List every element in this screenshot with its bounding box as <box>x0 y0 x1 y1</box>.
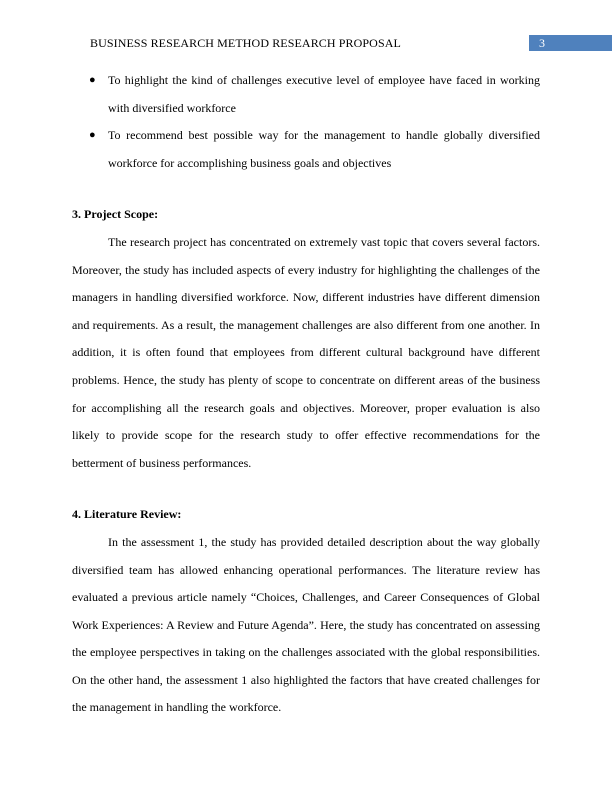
objectives-bullet-list <box>72 67 540 177</box>
list-item <box>72 122 540 177</box>
page-number-badge: 3 <box>529 35 612 51</box>
running-header-title: BUSINESS RESEARCH METHOD RESEARCH PROPOSAL <box>90 36 401 50</box>
section-spacer <box>72 177 540 201</box>
section-heading-project-scope: 3. Project Scope: <box>72 207 159 222</box>
bullet-text: To highlight the kind of challenges executive level of employee have faced in working with diversified workforce <box>108 73 540 115</box>
list-item <box>72 67 540 122</box>
section-paragraph-literature-review: In the assessment 1, the study has provided detailed description about the way globally diversified team has allowed enhancing operational performances. The literature review has evaluated a previous article namely “Choices, Challenges, and Career Consequences of Global Work Experiences: A Review and Future Agenda”. Here, the study has concentrated on assessing the employee perspectives in taking on the challenges associated with the global responsibilities. On the other hand, the assessment 1 also highlighted the factors that have created challenges for the management in handling the workforce. <box>72 534 540 715</box>
bullet-text: To recommend best possible way for the management to handle globally diversified workforce for accomplishing business goals and objectives <box>108 128 540 170</box>
section-heading-literature-review: 4. Literature Review: <box>72 507 182 522</box>
section-paragraph-project-scope: The research project has concentrated on extremely vast topic that covers several factors. Moreover, the study has included aspects of every industry for highlighting the challenges of the managers in handling diversified workforce. Now, different industries have different dimension and requirements. As a result, the management challenges are also different from one another. In addition, it is often found that employees from different cultural background have different problems. Hence, the study has plenty of scope to concentrate on different areas of the business for accomplishing all the research goals and objectives. Moreover, proper evaluation is also likely to provide scope for the research study to offer effective recommendations for the betterment of business performances. <box>72 234 540 470</box>
document-body <box>72 67 540 722</box>
section-spacer <box>72 477 540 501</box>
bullet-icon: ● <box>89 74 96 86</box>
bullet-icon: ● <box>89 129 96 142</box>
